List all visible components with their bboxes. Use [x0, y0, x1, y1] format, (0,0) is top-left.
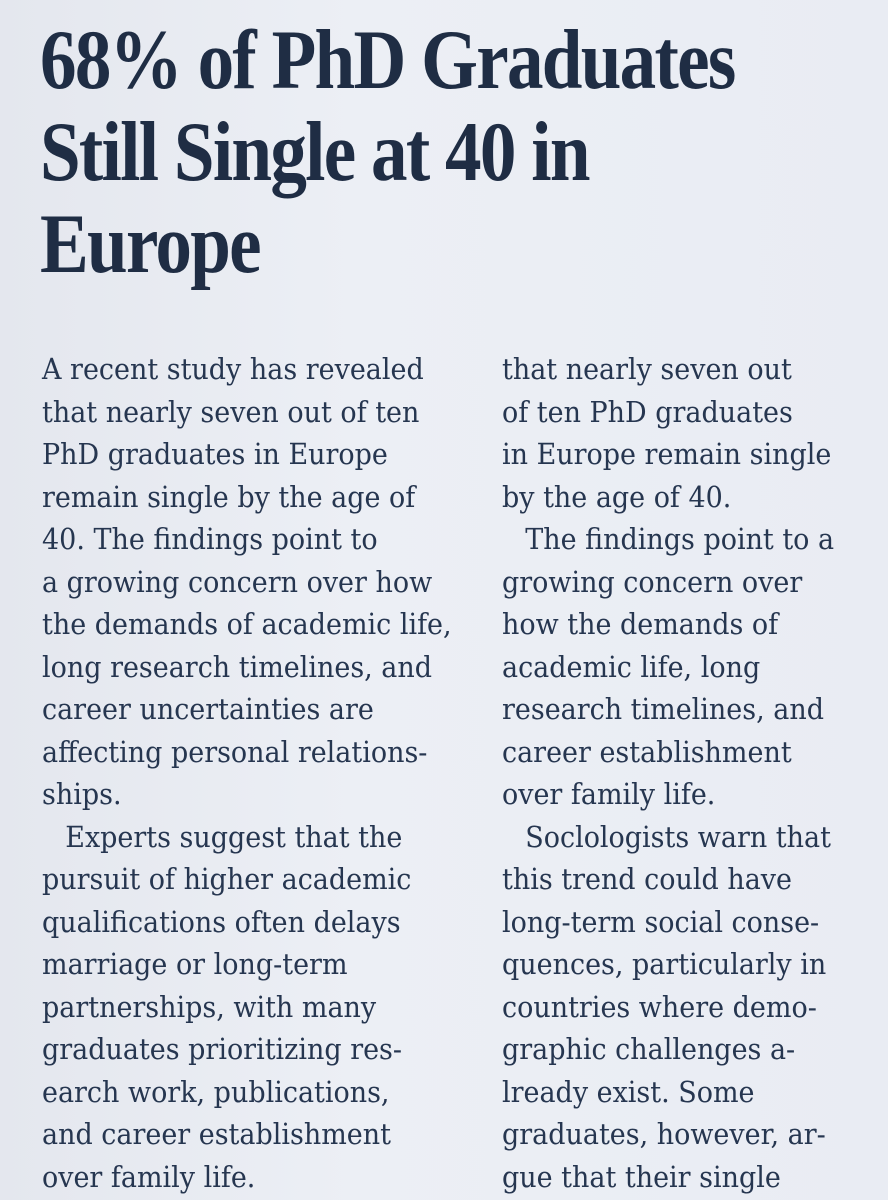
text-line: partnerships, with many — [42, 989, 377, 1024]
text-line: career uncertainties are — [42, 692, 374, 726]
text-line: graduates prioritizing res- — [42, 1032, 403, 1066]
headline-line: Europe — [40, 197, 260, 291]
text-line: gue that their single — [502, 1159, 781, 1194]
paragraph — [42, 816, 492, 1199]
headline — [40, 14, 754, 290]
text-line: this trend could have — [502, 862, 792, 896]
text-line: graduates, however, ar- — [502, 1117, 826, 1151]
headline-line: Still Single at 40 in — [40, 105, 589, 199]
left-column — [42, 348, 492, 1198]
text-line: The findings point to a — [525, 522, 835, 556]
text-line: quences, particularly in — [502, 947, 827, 981]
text-line: affecting personal relations- — [42, 734, 428, 769]
text-line: lready exist. Some — [502, 1074, 755, 1109]
text-line: graphic challenges a- — [502, 1032, 796, 1066]
text-line: A recent study has revealed — [42, 352, 424, 386]
text-line: research timelines, and — [502, 692, 824, 726]
text-line: by the age of 40. — [502, 479, 732, 514]
text-line: career establishment — [502, 734, 792, 769]
text-line: PhD graduates in Europe — [42, 437, 388, 471]
paragraph — [502, 816, 882, 1199]
right-column — [502, 348, 882, 1198]
headline-line: 68% of PhD Graduates — [40, 13, 735, 107]
text-line: over family life. — [42, 1159, 256, 1194]
text-line: the demands of academic life, — [42, 607, 452, 641]
paragraph — [502, 518, 882, 816]
text-line: Soclologists warn that — [525, 819, 831, 854]
text-line: long-term social conse- — [502, 904, 820, 939]
text-line: remain single by the age of — [42, 479, 416, 514]
text-line: growing concern over — [502, 564, 803, 599]
text-line: how the demands of — [502, 607, 779, 641]
text-line: earch work, publications, — [42, 1074, 390, 1109]
paragraph — [502, 348, 882, 518]
text-line: marriage or long-term — [42, 947, 348, 981]
text-line: pursuit of higher academic — [42, 862, 412, 896]
text-line: and career establishment — [42, 1117, 391, 1151]
text-line: 40. The findings point to — [42, 522, 378, 556]
text-line: countries where demo- — [502, 989, 817, 1024]
text-line: ships. — [42, 777, 122, 811]
text-line: a growing concern over how — [42, 564, 433, 599]
text-line: of ten PhD graduates — [502, 394, 793, 429]
paragraph — [42, 348, 492, 816]
text-line: that nearly seven out of ten — [42, 394, 420, 429]
text-line: over family life. — [502, 777, 716, 811]
text-line: that nearly seven out — [502, 352, 792, 386]
text-line: Experts suggest that the — [65, 819, 403, 854]
text-line: long research timelines, and — [42, 649, 433, 684]
text-line: academic life, long — [502, 649, 761, 684]
text-line: qualifications often delays — [42, 904, 401, 939]
text-line: in Europe remain single — [502, 437, 832, 471]
